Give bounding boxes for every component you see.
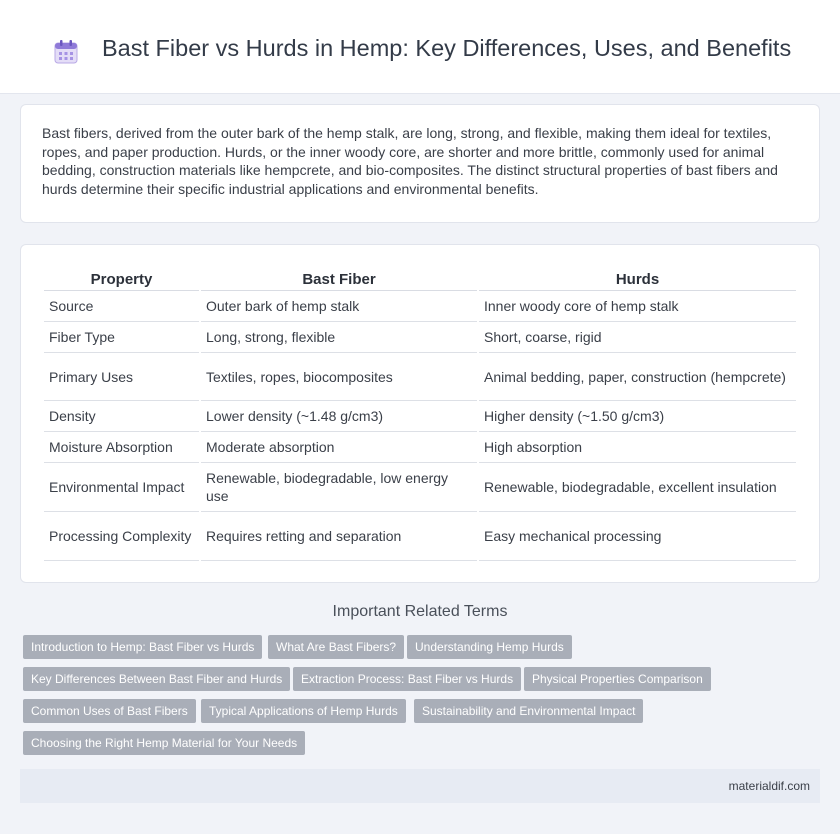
header-property: Property [44,268,199,291]
cell-property: Environmental Impact [44,463,199,512]
cell-bast-fiber: Renewable, biodegradable, low energy use [201,463,477,512]
cell-property: Processing Complexity [44,512,199,561]
cell-bast-fiber: Requires retting and separation [201,512,477,561]
table-header-row [44,268,796,291]
cell-hurds: Inner woody core of hemp stalk [479,291,796,322]
table-row [44,512,796,561]
table-row [44,401,796,432]
table-row [44,463,796,512]
comparison-table [42,268,798,561]
table-row [44,353,796,401]
cell-hurds: Easy mechanical processing [479,512,796,561]
cell-bast-fiber: Long, strong, flexible [201,322,477,353]
cell-property: Source [44,291,199,322]
related-term-tag[interactable]: Understanding Hemp Hurds [407,635,572,659]
related-term-tag[interactable]: Typical Applications of Hemp Hurds [201,699,406,723]
related-term-tag[interactable]: Extraction Process: Bast Fiber vs Hurds [293,667,521,691]
cell-bast-fiber: Outer bark of hemp stalk [201,291,477,322]
header-hurds: Hurds [479,268,796,291]
cell-property: Fiber Type [44,322,199,353]
related-term-tag[interactable]: Introduction to Hemp: Bast Fiber vs Hurds [23,635,262,659]
footer [20,769,820,803]
cell-property: Moisture Absorption [44,432,199,463]
intro-paragraph: Bast fibers, derived from the outer bark of the hemp stalk, are long, strong, and flexible, making them ideal for textiles, ropes, and paper production. Hurds, or the inner woody core, are shorter and more brittle, commonly used for animal bedding, construction materials like hempcrete, and bio-composites. The distinct structural properties of bast fibers and hurds determine their specific industrial applications and environmental benefits. [42,125,778,197]
cell-bast-fiber: Textiles, ropes, biocomposites [201,353,477,401]
intro-card [20,104,820,223]
related-term-tag[interactable]: Key Differences Between Bast Fiber and Hurds [23,667,290,691]
cell-bast-fiber: Moderate absorption [201,432,477,463]
cell-hurds: Higher density (~1.50 g/cm3) [479,401,796,432]
cell-hurds: High absorption [479,432,796,463]
comparison-card [20,244,820,583]
cell-hurds: Short, coarse, rigid [479,322,796,353]
header-bast-fiber: Bast Fiber [201,268,477,291]
table-row [44,322,796,353]
table-row [44,432,796,463]
header-title-group [52,35,792,66]
cell-bast-fiber: Lower density (~1.48 g/cm3) [201,401,477,432]
related-term-tag[interactable]: Physical Properties Comparison [524,667,711,691]
related-term-tag[interactable]: Common Uses of Bast Fibers [23,699,196,723]
cell-property: Density [44,401,199,432]
footer-site-link[interactable]: materialdif.com [728,779,810,793]
calendar-icon [52,38,80,66]
cell-property: Primary Uses [44,353,199,401]
related-term-tag[interactable]: Sustainability and Environmental Impact [414,699,643,723]
table-row [44,291,796,322]
cell-hurds: Animal bedding, paper, construction (hempcrete) [479,353,796,401]
related-term-tag[interactable]: Choosing the Right Hemp Material for Your Needs [23,731,305,755]
related-terms-title: Important Related Terms [332,603,508,620]
related-term-tag[interactable]: What Are Bast Fibers? [268,635,404,659]
page-title: Bast Fiber vs Hurds in Hemp: Key Differences, Uses, and Benefits [102,35,792,61]
cell-hurds: Renewable, biodegradable, excellent insulation [479,463,796,512]
page-header [0,0,840,94]
